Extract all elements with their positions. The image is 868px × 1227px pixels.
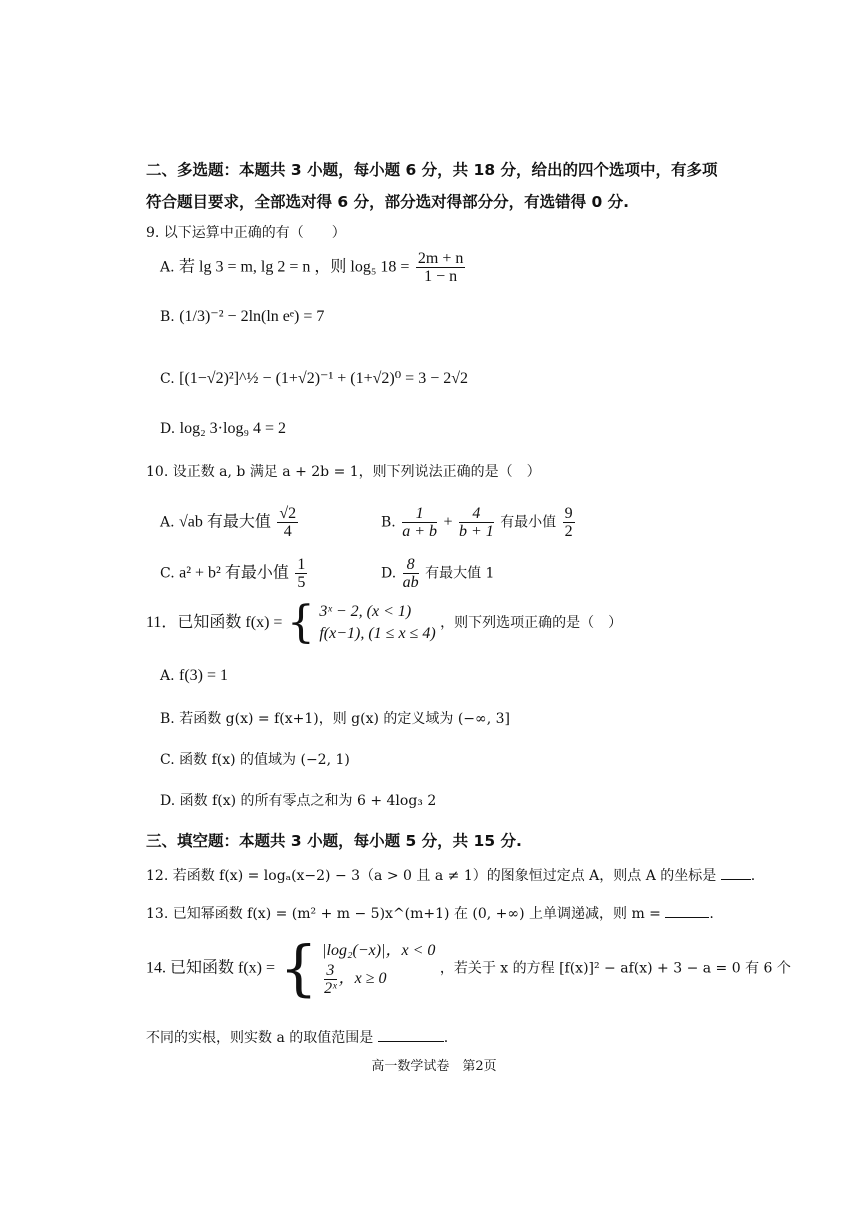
q9-option-a	[160, 250, 467, 285]
q11-c-label: C.	[160, 752, 175, 768]
q10-option-b	[381, 505, 577, 540]
q10-b-text: 有最小值	[500, 514, 557, 531]
q14-case-2-denominator: 2ˣ	[324, 980, 337, 997]
q10-d-label: D.	[381, 565, 397, 582]
q12-answer-blank[interactable]	[721, 866, 751, 880]
q10-b-value-numerator: 9	[564, 505, 573, 522]
q10-b-label: B.	[381, 514, 396, 531]
q10-d-text: 有最大值 1	[425, 565, 495, 582]
q14-brace: {	[279, 933, 318, 1004]
q9-c-text: [(1−√2)²]^½ − (1+√2)⁻¹ + (1+√2)⁰ = 3 − 2√2	[179, 370, 468, 387]
q10-stem: 10. 设正数 a, b 满足 a + 2b = 1，则下列说法正确的是（ ）	[146, 464, 541, 480]
q14-post: ，若关于 x 的方程 [f(x)]² − af(x) + 3 − a = 0 有 6 个	[439, 960, 791, 977]
q11-stem-post: ，则下列选项正确的是（ ）	[440, 615, 623, 631]
q11-a-label: A.	[160, 668, 175, 684]
q14-case-2-fraction	[324, 962, 337, 997]
q14-line2-text: 不同的实根，则实数 a 的取值范围是	[146, 1030, 374, 1046]
q9-option-c	[160, 368, 468, 388]
q10-c-fraction	[295, 556, 307, 591]
q10-c-text: a² + b² 有最小值	[179, 564, 289, 582]
q12-end: .	[750, 868, 756, 884]
q11-d-label: D.	[160, 793, 176, 809]
q10-d-fraction	[403, 556, 419, 591]
q14-piecewise	[322, 940, 435, 997]
q12-text: 12. 若函数 f(x) = logₐ(x−2) − 3（a > 0 且 a ≠ 1）的图象恒过定点 A，则点 A 的坐标是	[146, 868, 717, 884]
q13-end: .	[709, 906, 714, 922]
q10-b-numerator1: 1	[402, 505, 437, 523]
q11-option-c	[160, 749, 350, 769]
q10-b-denominator1: a + b	[402, 523, 437, 540]
q9-d-text: log₂ 3·log₉ 4 = 2	[179, 420, 287, 437]
q12-stem	[146, 865, 755, 885]
q11-d-text: 函数 f(x) 的所有零点之和为 6 + 4log₃ 2	[179, 793, 437, 809]
section-2-heading-line2: 符合题目要求，全部选对得 6 分，部分选对得部分分，有选错得 0 分.	[146, 193, 630, 211]
q10-c-denominator: 5	[297, 574, 306, 591]
page-footer: 高一数学试卷 第2页	[371, 1059, 497, 1074]
q11-option-b	[160, 708, 510, 728]
q14-case-2-numerator: 3	[324, 962, 337, 980]
q10-b-plus: +	[443, 513, 453, 531]
q10-d-denominator: ab	[402, 574, 419, 591]
q14-case-2	[322, 962, 435, 997]
q10-b-denominator2: b + 1	[458, 523, 494, 540]
q9-a-numerator: 2m + n	[417, 250, 464, 267]
q9-b-text: (1/3)⁻² − 2ln(ln eᵉ) = 7	[179, 308, 325, 325]
q14-stem	[146, 933, 791, 1004]
q10-b-value-denominator: 2	[564, 523, 573, 540]
q11-brace: {	[286, 597, 315, 648]
q10-c-numerator: 1	[297, 556, 306, 573]
q10-b-value-fraction	[563, 505, 575, 540]
q10-a-denominator: 4	[283, 523, 292, 540]
q10-option-d	[381, 556, 494, 591]
q9-d-label: D.	[160, 421, 176, 437]
q9-b-label: B.	[160, 309, 175, 325]
q11-option-d	[160, 790, 436, 810]
q10-option-a	[160, 505, 300, 540]
q10-b-fraction1	[402, 505, 437, 540]
q14-end: .	[443, 1030, 449, 1046]
q9-a-label: A.	[160, 259, 175, 276]
q10-d-numerator: 8	[403, 556, 419, 574]
q9-option-b	[160, 306, 324, 326]
q14-answer-blank[interactable]	[378, 1028, 444, 1042]
q10-a-numerator: √2	[279, 505, 297, 522]
q11-a-text: f(3) = 1	[179, 667, 229, 684]
q11-b-text: 若函数 g(x) = f(x+1)，则 g(x) 的定义域为 (−∞, 3]	[179, 711, 510, 727]
q14-case-1: |log₂(−x)|，x < 0	[322, 942, 436, 959]
q9-a-denominator: 1 − n	[424, 268, 458, 285]
q10-option-c	[160, 556, 309, 591]
q9-a-fraction	[416, 250, 465, 285]
q11-stem-pre: 11．已知函数 f(x) =	[146, 614, 283, 631]
q10-b-numerator2: 4	[459, 505, 494, 523]
q11-c-text: 函数 f(x) 的值域为 (−2, 1)	[179, 752, 350, 768]
q11-b-label: B.	[160, 711, 175, 727]
q9-a-text: 若 lg 3 = m, lg 2 = n ，则 log₅ 18 =	[179, 258, 410, 276]
q13-text: 13. 已知幂函数 f(x) = (m² + m − 5)x^(m+1) 在 (0, +∞) 上单调递减，则 m =	[146, 906, 661, 922]
q10-a-label: A.	[160, 514, 175, 531]
q9-c-label: C.	[160, 371, 175, 387]
q13-answer-blank[interactable]	[665, 904, 709, 918]
q14-pre: 14. 已知函数 f(x) =	[146, 959, 276, 977]
section-3-heading: 三、填空题：本题共 3 小题，每小题 5 分，共 15 分.	[146, 832, 522, 850]
q9-option-d	[160, 420, 286, 438]
q10-c-label: C.	[160, 565, 175, 582]
q11-case-1: 3ˣ − 2, (x < 1)	[319, 603, 412, 620]
q14-line2	[146, 1027, 448, 1047]
q14-case-2-condition: ，x ≥ 0	[338, 970, 387, 988]
q10-a-fraction	[277, 505, 298, 540]
q11-option-a	[160, 667, 228, 685]
section-2-heading-line1: 二、多选题：本题共 3 小题，每小题 6 分，共 18 分，给出的四个选项中，有多项	[146, 161, 718, 179]
q11-case-2: f(x−1), (1 ≤ x ≤ 4)	[319, 625, 436, 642]
q11-piecewise	[319, 601, 435, 645]
q10-b-fraction2	[459, 505, 494, 540]
q10-a-text: √ab 有最大值	[179, 513, 271, 531]
q13-stem	[146, 903, 714, 923]
q11-stem	[146, 597, 623, 648]
q9-stem: 9. 以下运算中正确的有（ ）	[146, 225, 346, 241]
